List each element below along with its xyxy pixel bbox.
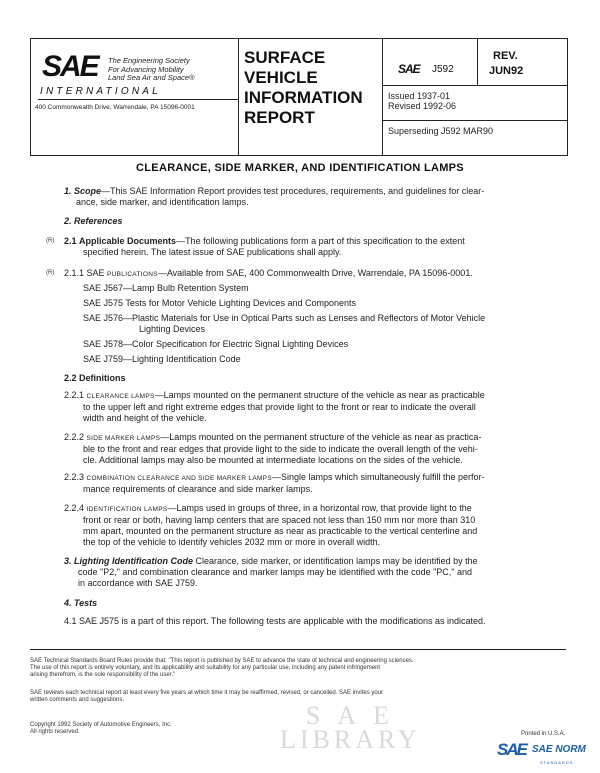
section-test-applicability: 4.1 SAE J575 is a part of this report. The following tests are applicable with the modifications as indicated. [64, 616, 486, 626]
header-divider [382, 120, 567, 121]
sae-address: 400 Commonwealth Drive, Warrendale, PA 15096-0001 [35, 104, 195, 111]
sae-norm-sub: STANDARDS [540, 760, 574, 765]
footer-review-note: SAE reviews each technical report at least every five years at which time it may be reaffirmed, revised, or cancelled. SAE invites your written comments and suggestions. [30, 690, 384, 703]
header-divider [477, 38, 478, 85]
list-item: SAE J759—Lighting Identification Code [83, 354, 241, 364]
sae-norm-brand: SAE NORM [532, 744, 586, 755]
report-type: SURFACE VEHICLE INFORMATION REPORT [244, 48, 363, 127]
sae-tagline: The Engineering Society For Advancing Mobility Land Sea Air and Space® [108, 56, 195, 82]
header-divider [382, 85, 567, 86]
definition-combination-lamps: 2.2.3 COMBINATION CLEARANCE AND SIDE MARKER LAMPS—Single lamps which simultaneously fulfill the perfor- mance requirements of clearance and side marker lamps. [64, 472, 485, 494]
list-item: SAE J578—Color Specification for Electric Signal Lighting Devices [83, 339, 349, 349]
list-item: Lighting Devices [139, 324, 206, 334]
section-scope: 1. Scope—This SAE Information Report provides test procedures, requirements, and guidelines for clear- ance, side marker, and identification lamps. [64, 186, 485, 207]
sae-logo: SAE [42, 50, 98, 83]
change-marker: (R) [46, 270, 55, 276]
reference-list [83, 283, 485, 365]
footer-policy: SAE Technical Standards Board Rules provide that: "This report is published by SAE to advance the state of technical and engineering sciences. The use of this report is entirely voluntary, and its applicability and suitability for any particular use, including any patent infringement arising therefrom, is the sole responsibility of the user." [30, 658, 414, 678]
list-item: SAE J567—Lamp Bulb Retention System [83, 283, 249, 293]
section-definitions: 2.2 Definitions [64, 373, 126, 383]
section-tests: 4. Tests [64, 598, 98, 608]
copyright: Copyright 1992 Society of Automotive Engineers, Inc. All rights reserved. [30, 722, 172, 735]
definition-side-marker-lamps: 2.2.2 SIDE MARKER LAMPS—Lamps mounted on the permanent structure of the vehicle as near as practica- ble to the front and rear edges that provide light to the side to indicate the overall length of the vehi- cle. Additional lamps may also be mounted at intermediate locations on the sides of the vehicle. [64, 432, 482, 465]
change-marker: (R) [46, 238, 55, 244]
sae-mark: SAE [398, 62, 420, 76]
rev-value: JUN92 [489, 65, 524, 77]
printed-in: Printed in U.S.A. [521, 731, 566, 737]
document-title: CLEARANCE, SIDE MARKER, AND IDENTIFICATION LAMPS [136, 162, 464, 174]
footer-rule [30, 649, 566, 650]
divider [38, 99, 238, 100]
header-divider [382, 38, 383, 155]
section-references: 2. References [64, 216, 123, 226]
definition-identification-lamps: 2.2.4 IDENTIFICATION LAMPS—Lamps used in groups of three, in a horizontal row, that provide light to the front or rear or both, having lamp centers that are spaced not less than 150 mm nor more than 310 mm apart, mounted on the permanent structure as near as practicable to the vertical centerline and the top of the vehicle to identify vehicles 2032 mm or more in overall width. [64, 503, 478, 547]
section-applicable-docs: 2.1 Applicable Documents—The following publications form a part of this specification to the extent specified herein. The latest issue of SAE publications shall apply. [64, 236, 465, 257]
doc-number: J592 [432, 64, 454, 75]
list-item: SAE J576—Plastic Materials for Use in Optical Parts such as Lenses and Reflectors of Motor Vehicle [83, 313, 486, 323]
section-lighting-code: 3. Lighting Identification Code Clearance, side marker, or identification lamps may be identified by the code "P2," and combination clearance and marker lamps may be identified with the code "PC," and in accordance with SAE J759. [64, 556, 478, 588]
superseding: Superseding J592 MAR90 [388, 126, 494, 136]
issue-dates: Issued 1937-01 Revised 1992-06 [388, 91, 457, 111]
sae-norm-logo: SAE [497, 740, 526, 759]
international-label: INTERNATIONAL [40, 86, 161, 97]
section-sae-publications: 2.1.1 SAE PUBLICATIONS—Available from SAE, 400 Commonwealth Drive, Warrendale, PA 15096-0001. [64, 268, 473, 278]
list-item: SAE J575 Tests for Motor Vehicle Lighting Devices and Components [83, 298, 356, 308]
rev-label: REV. [493, 50, 518, 62]
definition-clearance-lamps: 2.2.1 CLEARANCE LAMPS—Lamps mounted on the permanent structure of the vehicle as near as practicable to the upper left and right extreme edges that provide light to the front or rear to indicate the overall width and height of the vehicle. [64, 390, 485, 423]
library-watermark: S A E LIBRARY [280, 701, 421, 754]
header-divider [238, 38, 239, 155]
